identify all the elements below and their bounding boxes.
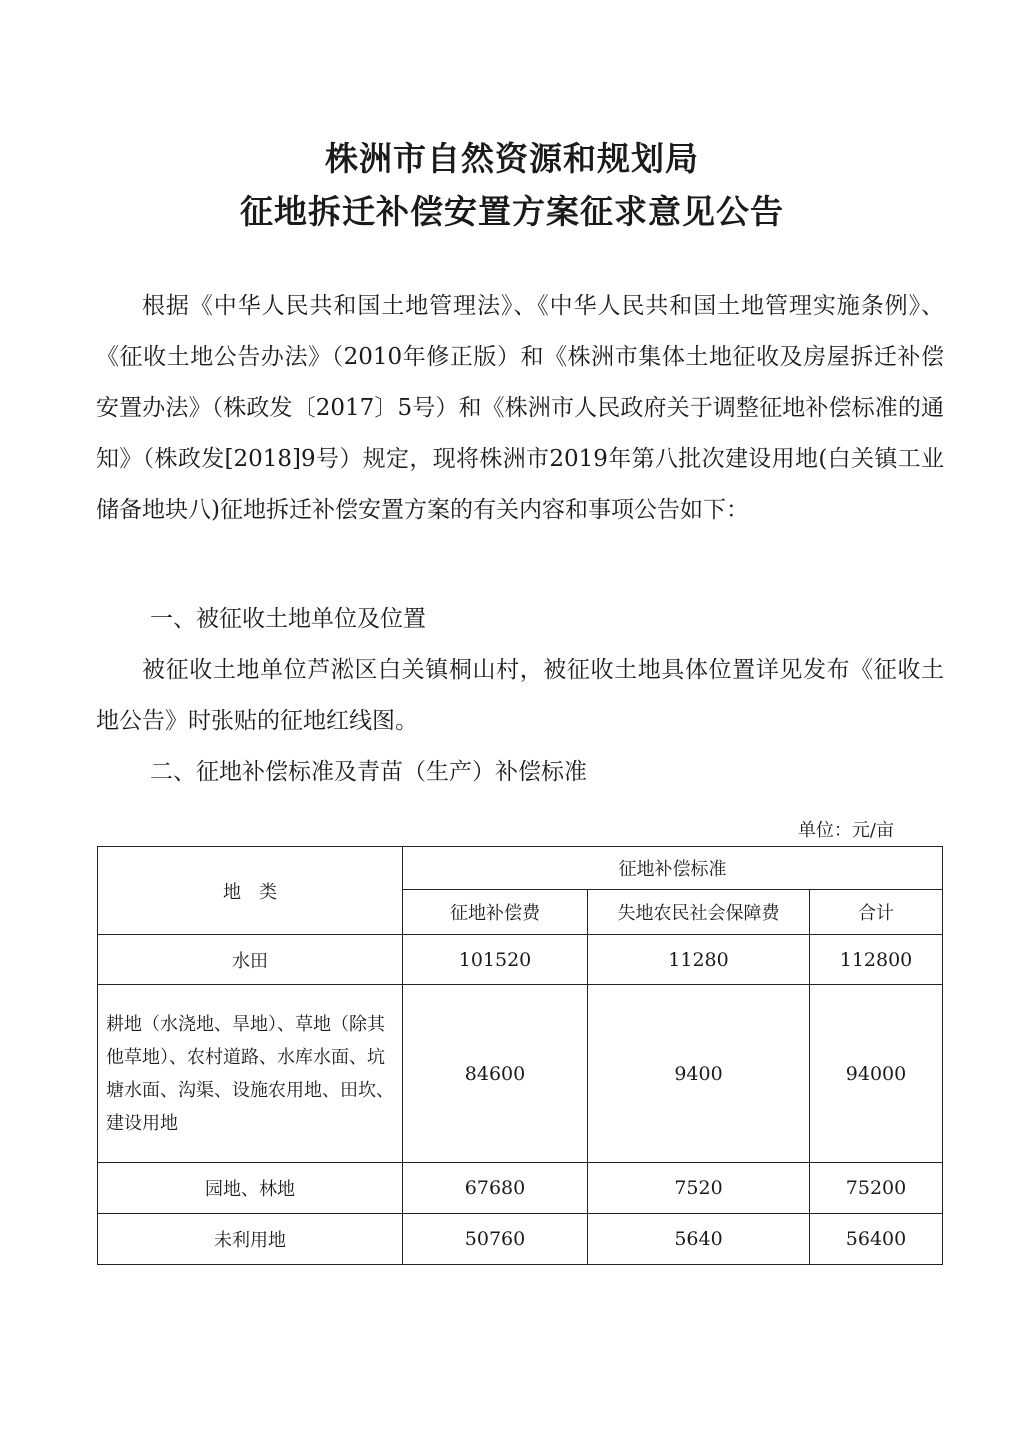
- table-row: [98, 1163, 943, 1214]
- row-category: 未利用地: [98, 1214, 403, 1265]
- header-social-security: 失地农民社会保障费: [588, 890, 810, 935]
- row-total: 56400: [810, 1214, 943, 1265]
- row-social-security: 11280: [588, 935, 810, 985]
- table-row: [98, 1214, 943, 1265]
- header-compensation: 征地补偿费: [403, 890, 588, 935]
- compensation-table: [97, 846, 943, 1265]
- document-title-line1: 株洲市自然资源和规划局: [325, 139, 699, 178]
- section1-paragraph: 被征收土地单位芦淞区白关镇桐山村，被征收土地具体位置详见发布《征收土地公告》时张贴的征地红线图。: [96, 657, 944, 734]
- row-total: 75200: [810, 1163, 943, 1214]
- header-group: 征地补偿标准: [403, 847, 943, 890]
- document-title-line2: 征地拆迁补偿安置方案征求意见公告: [240, 192, 784, 231]
- section2-heading: 二、征地补偿标准及青苗（生产）补偿标准: [150, 759, 587, 785]
- header-category: 地 类: [98, 847, 403, 935]
- row-social-security: 9400: [588, 985, 810, 1163]
- intro-paragraph: 根据《中华人民共和国土地管理法》、《中华人民共和国土地管理实施条例》、《征收土地公告办法》（2010年修正版）和《株洲市集体土地征收及房屋拆迁补偿安置办法》（株政发〔2017〕5号）和《株洲市人民政府关于调整征地补偿标准的通知》（株政发[2018]9号）规定，现将株洲市2019年第八批次建设用地(白关镇工业储备地块八)征地拆迁补偿安置方案的有关内容和事项公告如下：: [96, 293, 944, 523]
- row-compensation: 67680: [403, 1163, 588, 1214]
- table-header-row: [98, 847, 943, 890]
- table-row: [98, 985, 943, 1163]
- section1-heading: 一、被征收土地单位及位置: [150, 606, 426, 632]
- row-social-security: 7520: [588, 1163, 810, 1214]
- unit-note: 单位：元/亩: [797, 820, 894, 841]
- row-total: 94000: [810, 985, 943, 1163]
- row-category: 园地、林地: [98, 1163, 403, 1214]
- row-category: 耕地（水浇地、旱地）、草地（除其他草地）、农村道路、水库水面、坑塘水面、沟渠、设施农用地、田坎、建设用地: [98, 985, 403, 1163]
- row-compensation: 50760: [403, 1214, 588, 1265]
- table-row: [98, 935, 943, 985]
- header-total: 合计: [810, 890, 943, 935]
- row-compensation: 84600: [403, 985, 588, 1163]
- row-total: 112800: [810, 935, 943, 985]
- row-social-security: 5640: [588, 1214, 810, 1265]
- row-category: 水田: [98, 935, 403, 985]
- row-compensation: 101520: [403, 935, 588, 985]
